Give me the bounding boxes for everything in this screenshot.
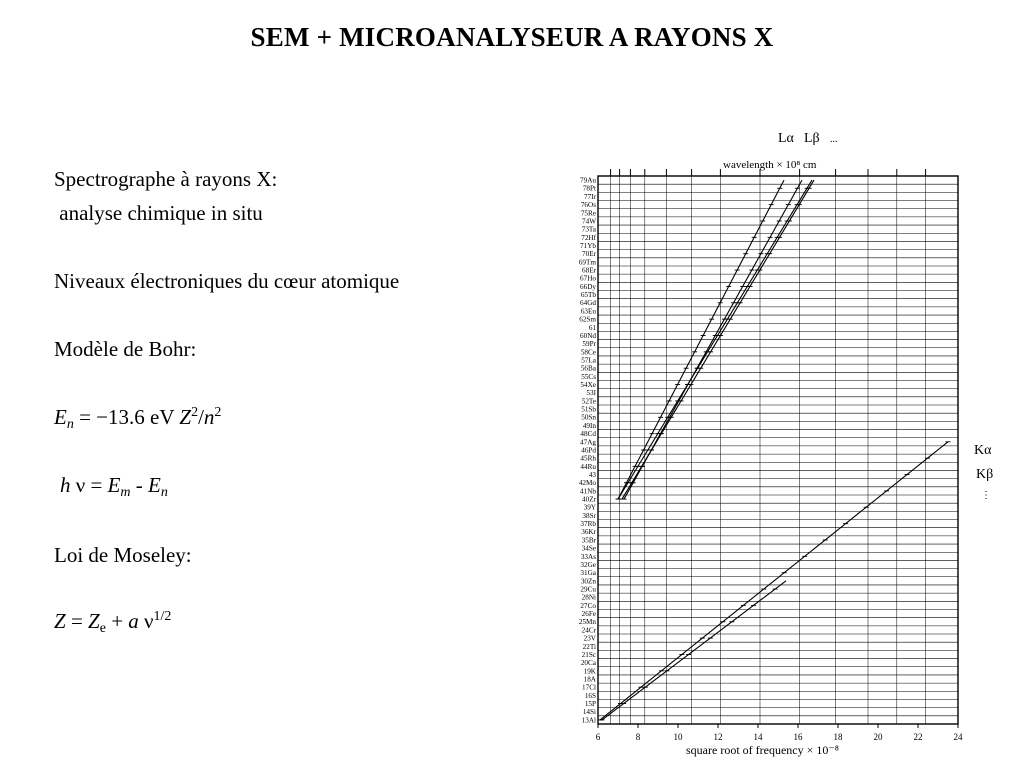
eq-z-symbol: Z bbox=[179, 405, 192, 429]
eq-en-symbol: E bbox=[148, 473, 161, 497]
eq-energy-symbol: E bbox=[54, 405, 67, 429]
element-label: 31Ga bbox=[580, 569, 596, 578]
element-label: 52Te bbox=[581, 397, 596, 406]
text-line-bohr-model: Modèle de Bohr: bbox=[54, 337, 197, 361]
k-beta-label: Kβ bbox=[976, 467, 994, 482]
element-label: 44Ru bbox=[580, 462, 596, 471]
element-label: 25Mn bbox=[578, 618, 596, 627]
element-label: 51Sb bbox=[581, 405, 596, 414]
element-label: 15P bbox=[584, 700, 596, 709]
element-label: 77Ir bbox=[584, 192, 596, 201]
element-label: 55Cs bbox=[581, 372, 596, 381]
photon-energy-equation bbox=[60, 472, 168, 498]
element-label: 13Al bbox=[581, 716, 596, 725]
l-beta-label: Lβ bbox=[804, 131, 820, 146]
chart-grid bbox=[598, 169, 958, 724]
element-label: 37Rb bbox=[580, 520, 596, 529]
element-label: 29Cu bbox=[580, 585, 596, 594]
moseley-equation bbox=[54, 608, 171, 634]
element-label: 79Au bbox=[580, 176, 596, 185]
element-labels bbox=[579, 177, 597, 725]
element-label: 43 bbox=[588, 470, 596, 479]
element-label: 49In bbox=[582, 421, 596, 430]
text-line-core-levels: Niveaux électroniques du cœur atomique bbox=[54, 269, 400, 293]
eq-moseley-nu: ν bbox=[138, 609, 154, 633]
element-label: 63Eu bbox=[580, 307, 596, 316]
l-dots-label: ... bbox=[830, 134, 838, 145]
eq-em-symbol: E bbox=[107, 473, 121, 497]
element-label: 22Ti bbox=[582, 642, 596, 651]
eq-moseley-equals: = bbox=[65, 609, 89, 633]
eq-moseley-exponent: 1/2 bbox=[153, 609, 172, 624]
element-label: 58Ce bbox=[580, 348, 596, 357]
element-label: 74W bbox=[582, 217, 596, 226]
element-label: 65Tb bbox=[580, 291, 596, 300]
element-label: 68Er bbox=[582, 266, 596, 275]
element-label: 16S bbox=[584, 691, 596, 700]
eq-minus: - bbox=[130, 473, 149, 497]
element-label: 20Ca bbox=[580, 659, 596, 668]
l-alpha-label: Lα bbox=[778, 131, 794, 146]
element-label: 23V bbox=[583, 634, 596, 643]
eq-moseley-plus: + bbox=[105, 609, 129, 633]
element-label: 50Sn bbox=[581, 413, 596, 422]
x-tick-label: 8 bbox=[635, 732, 641, 742]
element-label: 73Ta bbox=[581, 225, 596, 234]
element-label: 54Xe bbox=[580, 381, 596, 390]
x-axis-label: square root of frequency × 10⁻⁸ bbox=[686, 743, 839, 757]
element-label: 71Yb bbox=[580, 241, 596, 250]
moseley-chart bbox=[556, 118, 1016, 758]
eq-m-subscript: m bbox=[120, 485, 131, 500]
eq-nu-equals: ν = bbox=[70, 473, 108, 497]
element-label: 60Nd bbox=[580, 331, 596, 340]
x-tick-label: 22 bbox=[913, 732, 923, 742]
element-label: 33As bbox=[580, 552, 596, 561]
x-tick-label: 20 bbox=[873, 732, 883, 742]
element-label: 21Sc bbox=[581, 650, 596, 659]
element-label: 30Zn bbox=[580, 577, 596, 586]
element-label: 72Hf bbox=[581, 233, 596, 242]
k-dots-label: ⋮ bbox=[981, 490, 991, 501]
eq-moseley-a: a bbox=[128, 609, 139, 633]
element-label: 76Os bbox=[580, 201, 596, 210]
top-axis-label: wavelength × 10⁸ cm bbox=[723, 159, 817, 171]
l-lines-legend bbox=[778, 131, 838, 146]
element-label: 35Br bbox=[581, 536, 596, 545]
element-label: 40Zr bbox=[582, 495, 596, 504]
element-label: 45Rh bbox=[580, 454, 596, 463]
eq-n-symbol: n bbox=[203, 405, 215, 429]
x-tick-label: 12 bbox=[713, 732, 723, 742]
x-tick-label: 10 bbox=[673, 732, 683, 742]
element-label: 75Re bbox=[580, 209, 596, 218]
element-label: 19K bbox=[583, 667, 596, 676]
element-label: 34Se bbox=[581, 544, 596, 553]
element-label: 27Co bbox=[580, 601, 596, 610]
bohr-equation bbox=[54, 404, 221, 430]
x-axis-ticks bbox=[596, 724, 963, 742]
text-line-analysis: analyse chimique in situ bbox=[54, 201, 263, 225]
element-label: 26Fe bbox=[581, 610, 596, 619]
eq-n-exponent: 2 bbox=[214, 405, 222, 420]
element-label: 53I bbox=[586, 389, 596, 398]
element-label: 32Ge bbox=[580, 560, 596, 569]
element-label: 36Kr bbox=[581, 528, 596, 537]
element-label: 57La bbox=[581, 356, 596, 365]
element-label: 64Gd bbox=[580, 299, 596, 308]
element-label: 17Cl bbox=[582, 683, 596, 692]
element-label: 48Cd bbox=[580, 430, 596, 439]
text-line-moseley: Loi de Moseley: bbox=[54, 543, 192, 567]
element-label: 46Pd bbox=[581, 446, 596, 455]
eq-moseley-ze: Z bbox=[88, 609, 100, 633]
element-label: 66Dy bbox=[580, 282, 596, 291]
eq-z-exponent: 2 bbox=[191, 405, 199, 420]
element-label: 38Sr bbox=[582, 511, 596, 520]
eq-moseley-e-subscript: e bbox=[99, 621, 106, 636]
eq-slash: / bbox=[198, 405, 204, 429]
chart-series bbox=[598, 180, 951, 720]
x-tick-label: 18 bbox=[833, 732, 843, 742]
text-line-spectrograph: Spectrographe à rayons X: bbox=[54, 167, 278, 191]
element-label: 47Ag bbox=[580, 438, 596, 447]
x-tick-label: 6 bbox=[595, 732, 601, 742]
element-label: 69Tm bbox=[578, 258, 596, 267]
series-line bbox=[600, 442, 948, 720]
eq-planck-symbol: h bbox=[60, 473, 71, 497]
x-tick-label: 14 bbox=[753, 732, 763, 742]
element-label: 59Pr bbox=[582, 340, 596, 349]
element-label: 41Nb bbox=[580, 487, 596, 496]
element-label: 70Er bbox=[582, 250, 596, 259]
element-label: 62Sm bbox=[579, 315, 596, 324]
x-tick-label: 24 bbox=[953, 732, 963, 742]
element-label: 42Mo bbox=[578, 479, 596, 488]
element-label: 24Cr bbox=[581, 626, 596, 635]
element-label: 78Pt bbox=[582, 184, 596, 193]
eq-moseley-z: Z bbox=[54, 609, 66, 633]
element-label: 28Ni bbox=[581, 593, 596, 602]
element-label: 14Si bbox=[582, 708, 596, 717]
element-label: 67Ho bbox=[580, 274, 596, 283]
eq-n2-subscript: n bbox=[160, 485, 168, 500]
element-label: 39Y bbox=[583, 503, 596, 512]
element-label: 61 bbox=[588, 323, 596, 332]
slide-title: SEM + MICROANALYSEUR A RAYONS X bbox=[250, 22, 774, 52]
eq-n-subscript: n bbox=[66, 417, 74, 432]
element-label: 56Ba bbox=[580, 364, 596, 373]
k-alpha-label: Kα bbox=[974, 443, 992, 458]
k-lines-legend bbox=[974, 443, 993, 501]
x-tick-label: 16 bbox=[793, 732, 803, 742]
eq-constant: = −13.6 eV bbox=[73, 405, 180, 429]
element-label: 18A bbox=[583, 675, 596, 684]
